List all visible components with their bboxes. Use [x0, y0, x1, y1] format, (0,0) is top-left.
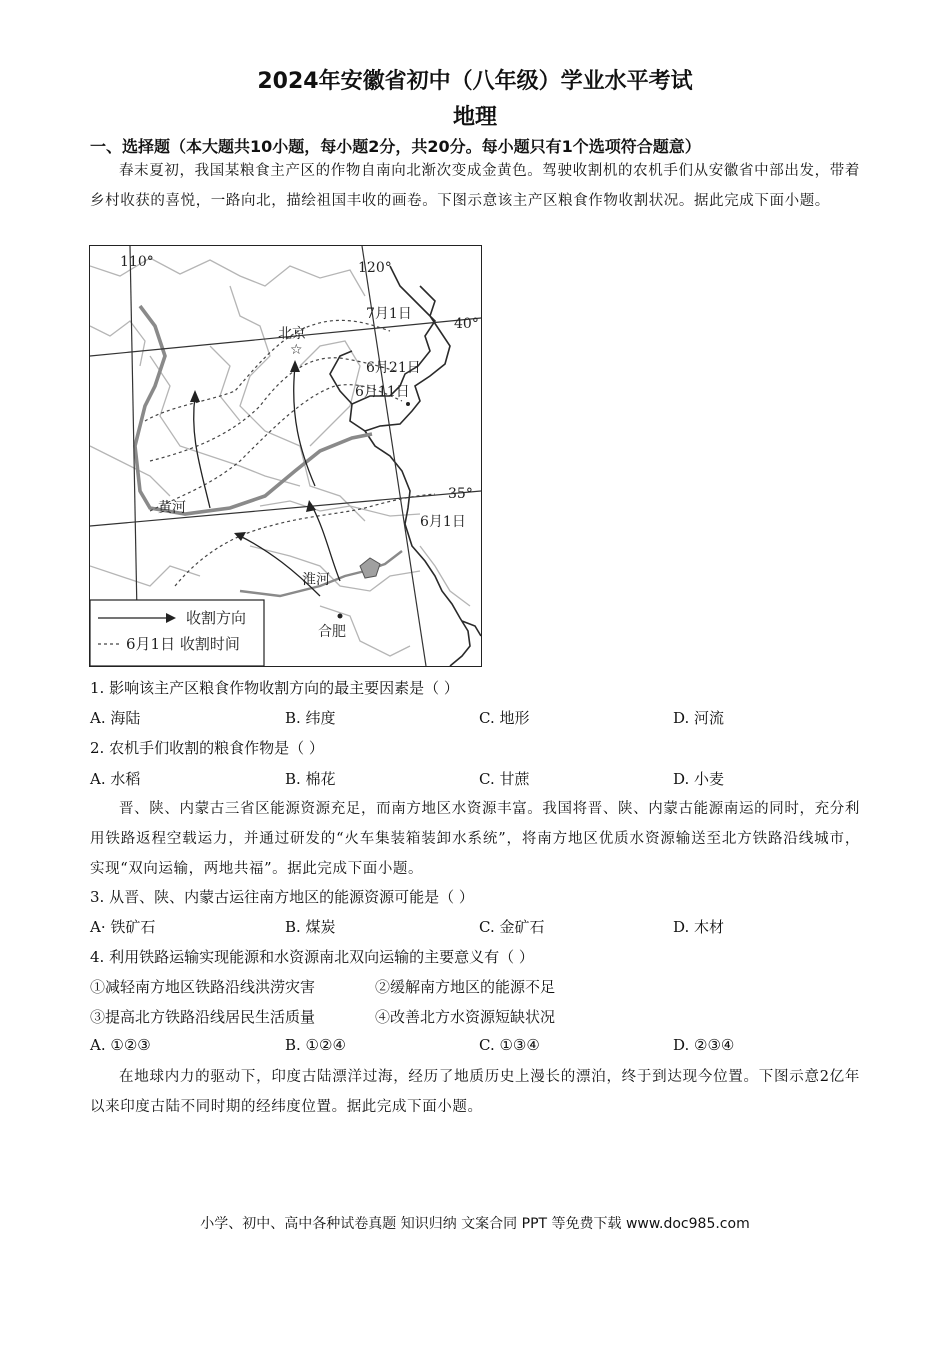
legend-line-label: 6月1日 收割时间 — [126, 635, 240, 653]
q2-option-a: A. 水稻 — [90, 770, 141, 788]
beijing-star-icon: ☆ — [290, 342, 303, 358]
harvest-map-svg — [90, 246, 481, 666]
legend-arrow-label: 收割方向 — [186, 609, 247, 627]
question-3-stem: 3. 从晋、陕、内蒙古运往南方地区的能源资源可能是（ ） — [90, 888, 474, 906]
passage-1: 春末夏初，我国某粮食主产区的作物自南向北渐次变成金黄色。驾驶收割机的农机手们从安徽省中部出发，带着乡村收获的喜悦，一路向北，描绘祖国丰收的画卷。下图示意该主产区粮食作物收割状况。据此完成下面小题。 — [90, 163, 860, 209]
exam-title: 2024年安徽省初中（八年级）学业水平考试 — [257, 69, 693, 94]
label-jun1: 6月1日 — [420, 514, 466, 530]
q3-option-a: A· 铁矿石 — [90, 918, 156, 936]
label-lon-120: 120° — [358, 260, 392, 276]
harvest-arrows — [194, 366, 340, 596]
label-beijing: 北京 — [278, 326, 306, 342]
q1-option-c: C. 地形 — [479, 709, 530, 727]
q2-option-b: B. 棉花 — [285, 770, 336, 788]
q3-option-b: B. 煤炭 — [285, 918, 336, 936]
passage-3: 在地球内力的驱动下，印度古陆漂洋过海，经历了地质历史上漫长的漂泊，终于到达现今位置。下图示意2亿年以来印度古陆不同时期的经纬度位置。据此完成下面小题。 — [90, 1069, 860, 1115]
q1-option-b: B. 纬度 — [285, 709, 336, 727]
section-heading: 一、选择题（本大题共10小题，每小题2分，共20分。每小题只有1个选项符合题意） — [90, 137, 701, 156]
label-hefei: 合肥 — [318, 624, 346, 640]
q4-statement-3: ③提高北方铁路沿线居民生活质量 — [90, 1008, 316, 1026]
q4-option-b: B. ①②④ — [285, 1036, 346, 1054]
arrow-3 — [312, 506, 340, 581]
question-2-stem: 2. 农机手们收割的粮食作物是（ ） — [90, 739, 324, 757]
label-jul1: 7月1日 — [366, 306, 412, 322]
label-jun11: 6月11日 — [355, 384, 410, 400]
footer-note: 小学、初中、高中各种试卷真题 知识归纳 文案合同 PPT 等免费下载 www.doc985.com — [200, 1216, 750, 1232]
yellow-river — [135, 306, 372, 514]
subject-title: 地理 — [452, 105, 497, 130]
q3-option-d: D. 木材 — [673, 918, 725, 936]
label-lat-40: 40° — [454, 316, 479, 332]
q4-option-c: C. ①③④ — [479, 1036, 540, 1054]
question-4-stem: 4. 利用铁路运输实现能源和水资源南北双向运输的主要意义有（ ） — [90, 948, 534, 966]
q4-option-d: D. ②③④ — [673, 1036, 735, 1054]
label-lon-110: 110° — [120, 254, 154, 270]
hefei-dot — [338, 614, 343, 619]
isoline-jun11 — [150, 385, 402, 511]
question-1-stem: 1. 影响该主产区粮食作物收割方向的最主要因素是（ ） — [90, 679, 459, 697]
passage-2: 晋、陕、内蒙古三省区能源资源充足，而南方地区水资源丰富。我国将晋、陕、内蒙古能源南运的同时，充分利用铁路返程空载运力，并通过研发的“火车集装箱装卸水系统”，将南方地区优质水资源输送至北方铁路沿线城市，实现“双向运输，两地共福”。据此完成下面小题。 — [90, 801, 860, 877]
jun11-dot — [406, 402, 410, 406]
label-yellow-river: 黄河 — [158, 500, 186, 516]
isoline-jul1 — [145, 320, 390, 421]
label-huai-river: 淮河 — [302, 572, 330, 588]
hongze-lake — [360, 558, 380, 578]
q4-option-a: A. ①②③ — [90, 1036, 151, 1054]
label-lat-35: 35° — [448, 486, 473, 502]
label-jun21: 6月21日 — [366, 360, 421, 376]
q4-statement-4: ④改善北方水资源短缺状况 — [375, 1008, 556, 1026]
q3-option-c: C. 金矿石 — [479, 918, 545, 936]
harvest-map — [89, 245, 482, 667]
arrow-heads — [190, 360, 316, 541]
q2-option-d: D. 小麦 — [673, 770, 725, 788]
q4-statement-2: ②缓解南方地区的能源不足 — [375, 978, 556, 996]
q1-option-a: A. 海陆 — [90, 709, 141, 727]
q1-option-d: D. 河流 — [673, 709, 725, 727]
q2-option-c: C. 甘蔗 — [479, 770, 530, 788]
q4-statement-1: ①减轻南方地区铁路沿线洪涝灾害 — [90, 978, 316, 996]
map-legend — [90, 600, 264, 666]
